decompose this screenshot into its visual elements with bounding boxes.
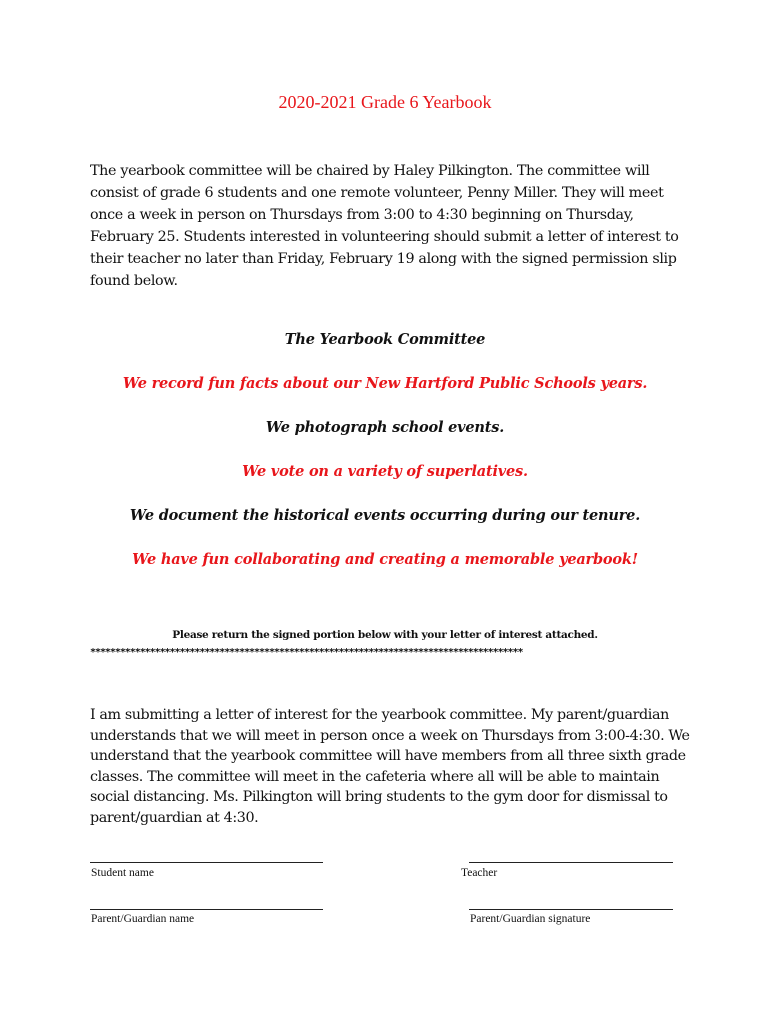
- motto-line: We document the historical events occurring during our tenure.: [129, 507, 641, 524]
- permission-statement: I am submitting a letter of interest for the yearbook committee. My parent/guardian understands that we will meet in person once a week on Thursdays from 3:00-4:30. We understand that the yearbook committee will have members from all three sixth grade classes. The committee will meet in the cafeteria where all will be able to maintain social distancing. Ms. Pilkington will bring students to the gym door for dismissal to parent/guardian at 4:30.: [90, 707, 690, 826]
- parent-guardian-name-line[interactable]: [90, 909, 323, 910]
- student-name-label: Student name: [91, 867, 154, 879]
- motto-line: We have fun collaborating and creating a memorable yearbook!: [132, 551, 638, 568]
- motto-line: We record fun facts about our New Hartford Public Schools years.: [122, 375, 648, 392]
- teacher-label: Teacher: [461, 867, 498, 879]
- motto-line: We vote on a variety of superlatives.: [242, 463, 528, 480]
- teacher-line[interactable]: [469, 862, 673, 863]
- cut-line-separator: ***************************************************************************************: [90, 647, 523, 658]
- parent-guardian-signature-label: Parent/Guardian signature: [470, 913, 591, 925]
- motto-line: We photograph school events.: [265, 419, 505, 436]
- committee-heading: The Yearbook Committee: [284, 331, 486, 348]
- parent-guardian-signature-line[interactable]: [469, 909, 673, 910]
- document-title: 2020-2021 Grade 6 Yearbook: [278, 92, 492, 112]
- student-name-line[interactable]: [90, 862, 323, 863]
- parent-guardian-name-label: Parent/Guardian name: [91, 913, 195, 925]
- return-instructions: Please return the signed portion below with your letter of interest attached.: [172, 629, 598, 641]
- intro-paragraph: The yearbook committee will be chaired by Haley Pilkington. The committee will consist of grade 6 students and one remote volunteer, Penny Miller. They will meet once a week in person on Thursdays from 3:00 to 4:30 beginning on Thursday, February 25. Students interested in volunteering should submit a letter of interest to their teacher no later than Friday, February 19 along with the signed permission slip found below.: [90, 163, 679, 289]
